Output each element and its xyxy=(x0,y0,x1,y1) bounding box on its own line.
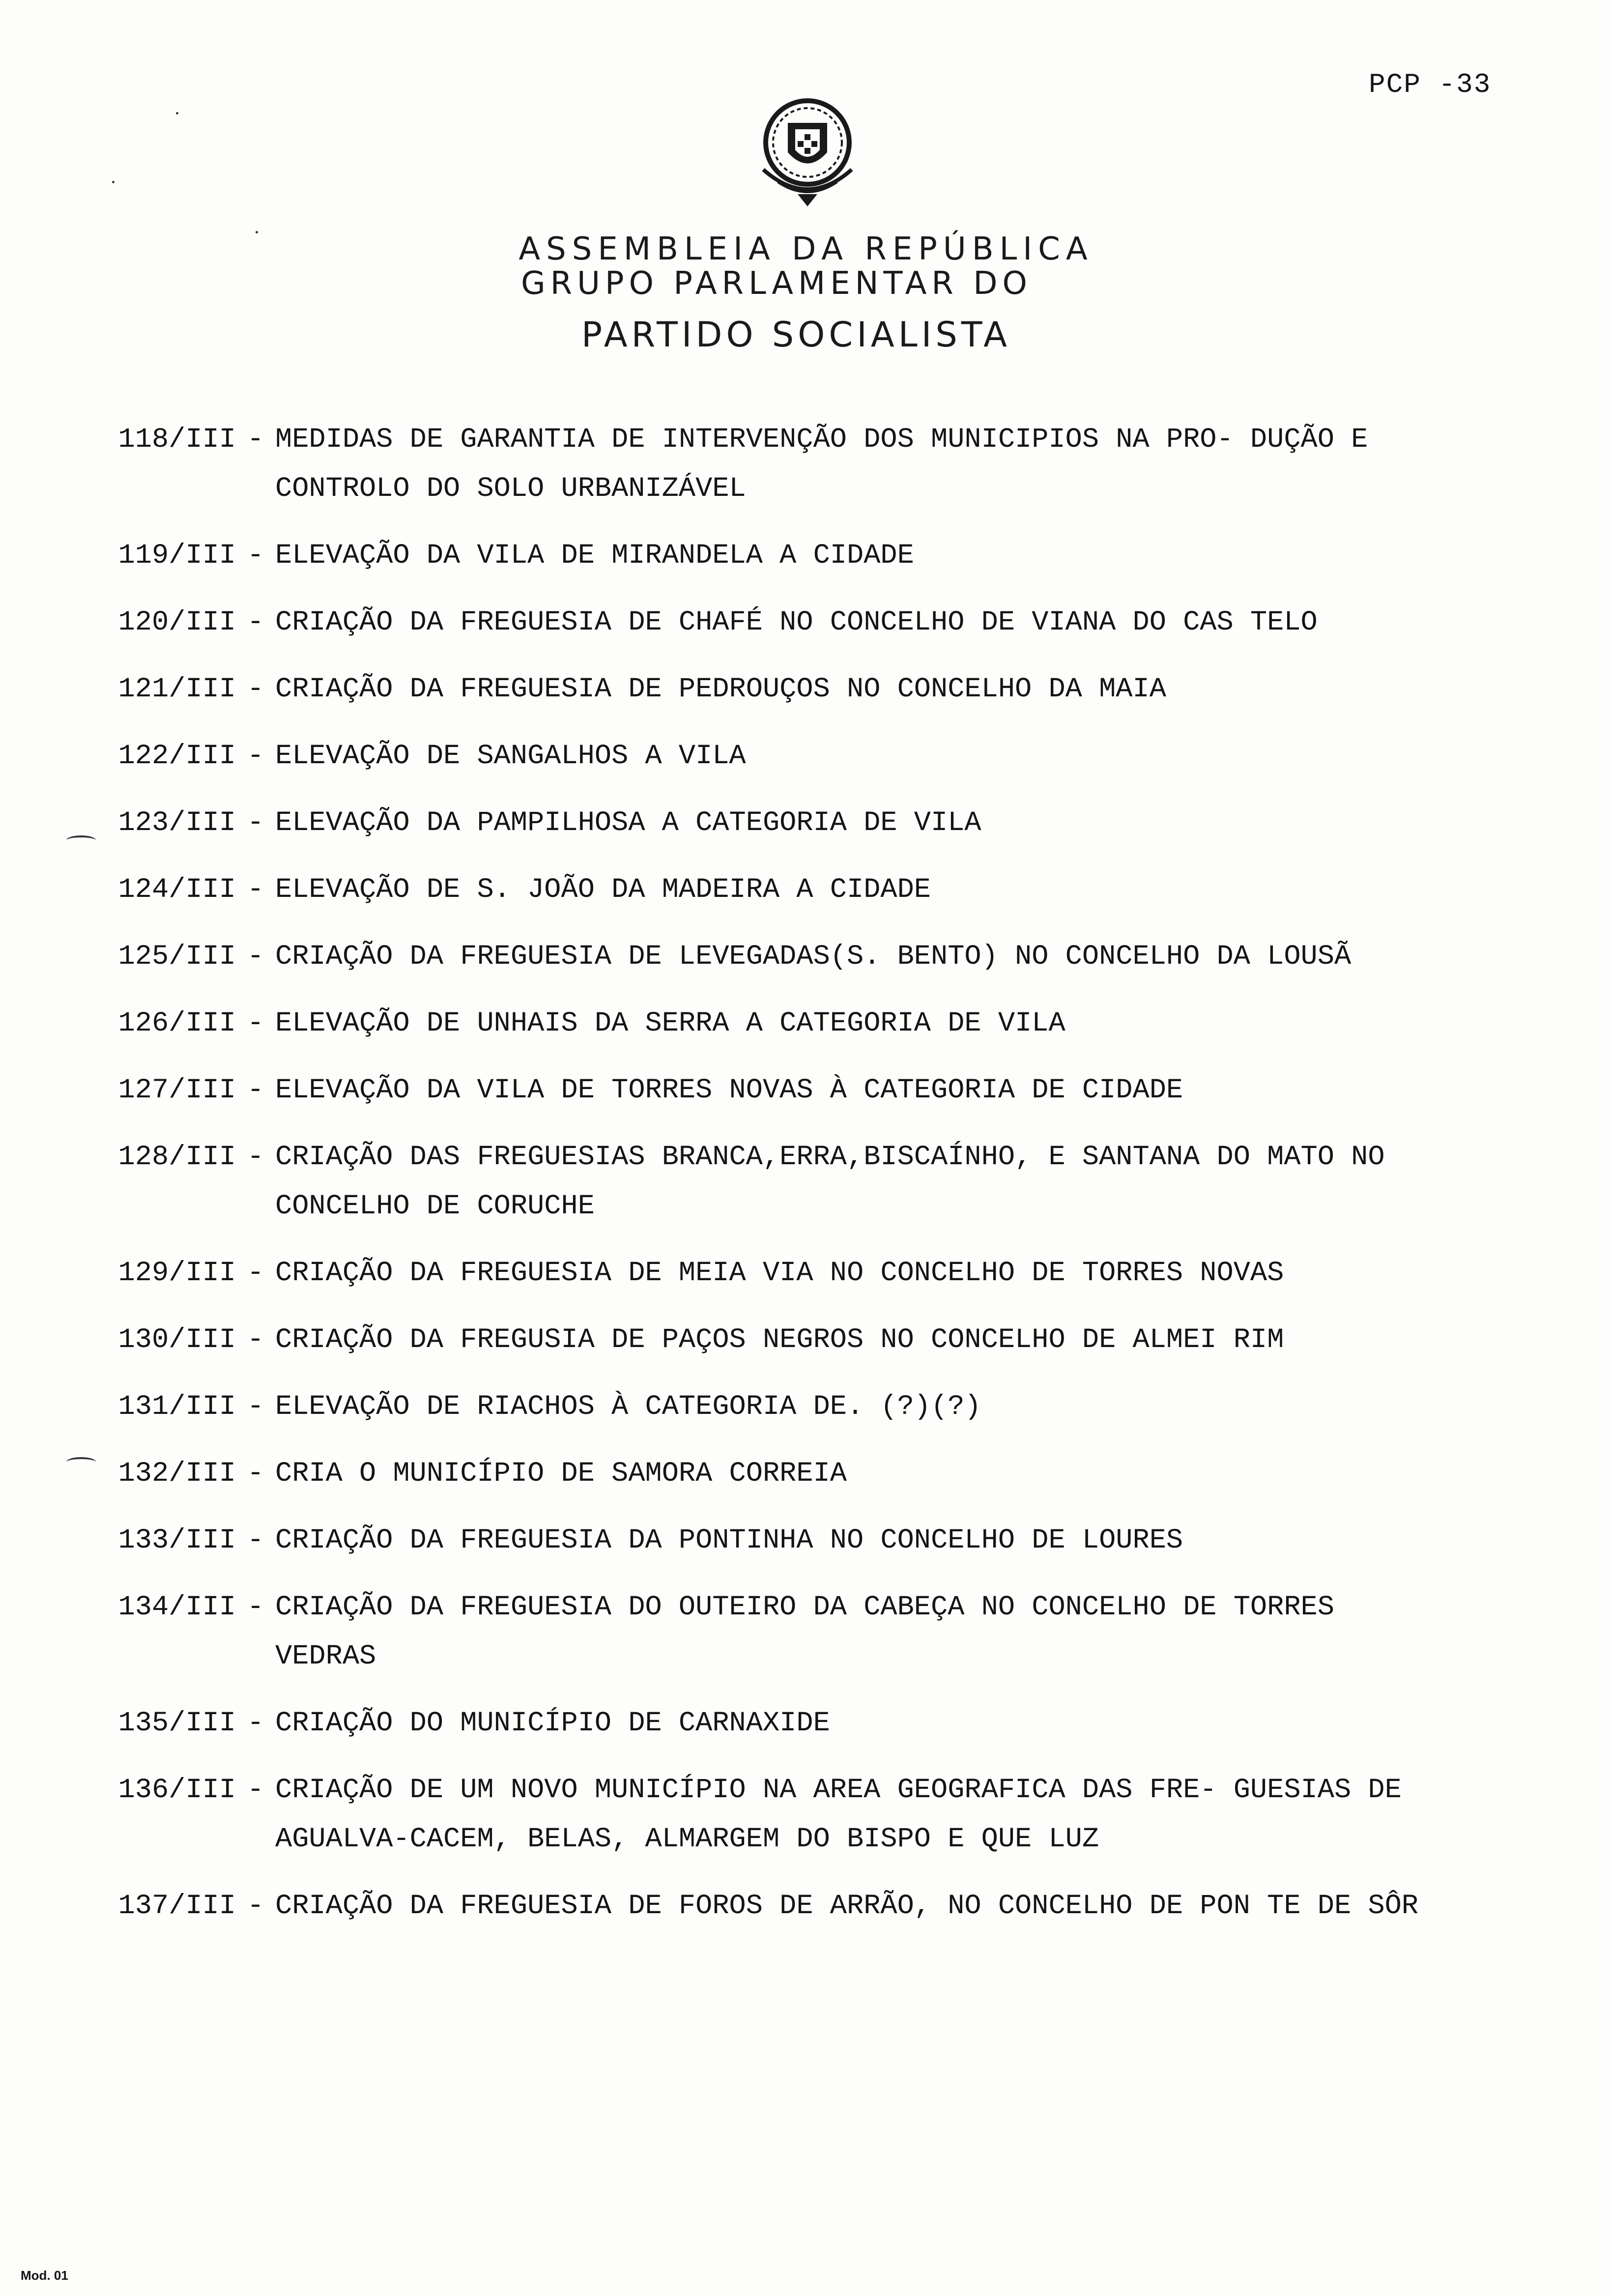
item-dash: - xyxy=(247,540,264,572)
item-number: 131/III xyxy=(118,1391,236,1423)
item-title: CRIAÇÃO DAS FREGUESIAS BRANCA,ERRA,BISCAÍNHO, E SANTANA DO MATO NO CONCELHO DE CORUCHE xyxy=(275,1142,1385,1222)
coat-of-arms-emblem xyxy=(744,96,871,209)
scan-speck xyxy=(256,231,258,233)
item-title: CRIAÇÃO DE UM NOVO MUNICÍPIO NA AREA GEOGRAFICA DAS FRE- GUESIAS DE AGUALVA-CACEM, BELAS, ALMARGEM DO BISPO E QUE LUZ xyxy=(275,1775,1402,1855)
item-dash: - xyxy=(247,1525,264,1556)
list-item xyxy=(0,1699,1612,1748)
item-dash: - xyxy=(247,1891,264,1922)
item-title: ELEVAÇÃO DA VILA DE MIRANDELA A CIDADE xyxy=(275,540,914,572)
item-number: 118/III xyxy=(118,424,236,456)
item-number: 128/III xyxy=(118,1142,236,1173)
list-item xyxy=(0,799,1612,848)
item-dash: - xyxy=(247,1075,264,1106)
item-dash: - xyxy=(247,1391,264,1423)
item-number: 127/III xyxy=(118,1075,236,1106)
item-title: CRIAÇÃO DO MUNICÍPIO DE CARNAXIDE xyxy=(275,1708,830,1739)
item-title: MEDIDAS DE GARANTIA DE INTERVENÇÃO DOS MUNICIPIOS NA PRO- DUÇÃO E CONTROLO DO SOLO URBANIZÁVEL xyxy=(275,424,1368,505)
page-reference: PCP -33 xyxy=(1369,69,1492,100)
item-title: CRIAÇÃO DA FREGUESIA DE MEIA VIA NO CONCELHO DE TORRES NOVAS xyxy=(275,1258,1284,1289)
item-number: 130/III xyxy=(118,1324,236,1356)
list-item xyxy=(0,665,1612,714)
list-item xyxy=(0,932,1612,981)
item-number: 134/III xyxy=(118,1592,236,1623)
item-dash: - xyxy=(247,607,264,638)
list-item xyxy=(0,1133,1612,1231)
list-item xyxy=(0,1449,1612,1498)
item-number: 119/III xyxy=(118,540,236,572)
item-title: CRIA O MUNICÍPIO DE SAMORA CORREIA xyxy=(275,1458,847,1490)
item-number: 129/III xyxy=(118,1258,236,1289)
item-dash: - xyxy=(247,674,264,705)
item-title: ELEVAÇÃO DE UNHAIS DA SERRA A CATEGORIA DE VILA xyxy=(275,1008,1065,1039)
item-dash: - xyxy=(247,1592,264,1623)
scan-speck xyxy=(176,112,178,115)
list-item xyxy=(0,1316,1612,1365)
list-item xyxy=(0,1066,1612,1115)
item-dash: - xyxy=(247,1324,264,1356)
item-title: CRIAÇÃO DA FREGUESIA DA PONTINHA NO CONCELHO DE LOURES xyxy=(275,1525,1183,1556)
list-item xyxy=(0,415,1612,514)
item-dash: - xyxy=(247,1458,264,1490)
item-title: CRIAÇÃO DA FREGUSIA DE PAÇOS NEGROS NO CONCELHO DE ALMEI RIM xyxy=(275,1324,1284,1356)
item-title: CRIAÇÃO DA FREGUESIA DE FOROS DE ARRÃO, NO CONCELHO DE PON TE DE SÔR xyxy=(275,1891,1418,1922)
list-item xyxy=(0,1766,1612,1864)
item-dash: - xyxy=(247,1258,264,1289)
letterhead-assembly: ASSEMBLEIA DA REPÚBLICA xyxy=(518,231,1094,267)
item-title: ELEVAÇÃO DE SANGALHOS A VILA xyxy=(275,741,746,772)
item-title: CRIAÇÃO DA FREGUESIA DE PEDROUÇOS NO CONCELHO DA MAIA xyxy=(275,674,1166,705)
list-item xyxy=(0,531,1612,580)
list-item xyxy=(0,1516,1612,1565)
list-item xyxy=(0,999,1612,1048)
item-dash: - xyxy=(247,1008,264,1039)
list-item xyxy=(0,732,1612,781)
item-title: CRIAÇÃO DA FREGUESIA DO OUTEIRO DA CABEÇA NO CONCELHO DE TORRES VEDRAS xyxy=(275,1592,1334,1672)
list-item xyxy=(0,1382,1612,1432)
item-dash: - xyxy=(247,424,264,456)
letterhead-group: GRUPO PARLAMENTAR DO xyxy=(521,265,1032,302)
item-number: 125/III xyxy=(118,941,236,973)
item-number: 137/III xyxy=(118,1891,236,1922)
list-item xyxy=(0,1249,1612,1298)
item-dash: - xyxy=(247,1708,264,1739)
item-number: 124/III xyxy=(118,874,236,906)
item-number: 133/III xyxy=(118,1525,236,1556)
item-dash: - xyxy=(247,874,264,906)
item-dash: - xyxy=(247,741,264,772)
item-number: 123/III xyxy=(118,807,236,839)
item-title: CRIAÇÃO DA FREGUESIA DE CHAFÉ NO CONCELHO DE VIANA DO CAS TELO xyxy=(275,607,1318,638)
item-number: 135/III xyxy=(118,1708,236,1739)
form-model-mark: Mod. 01 xyxy=(21,2268,68,2283)
scan-speck xyxy=(112,181,115,183)
item-title: ELEVAÇÃO DA VILA DE TORRES NOVAS À CATEGORIA DE CIDADE xyxy=(275,1075,1183,1106)
item-number: 126/III xyxy=(118,1008,236,1039)
item-title: ELEVAÇÃO DA PAMPILHOSA A CATEGORIA DE VILA xyxy=(275,807,981,839)
item-title: ELEVAÇÃO DE S. JOÃO DA MADEIRA A CIDADE xyxy=(275,874,931,906)
list-item xyxy=(0,1583,1612,1681)
item-number: 120/III xyxy=(118,607,236,638)
list-item xyxy=(0,1882,1612,1931)
item-number: 122/III xyxy=(118,741,236,772)
list-item xyxy=(0,865,1612,915)
item-number: 121/III xyxy=(118,674,236,705)
document-list xyxy=(0,415,1612,1949)
punch-hole-mark xyxy=(66,1457,96,1467)
punch-hole-mark xyxy=(66,835,96,845)
item-title: CRIAÇÃO DA FREGUESIA DE LEVEGADAS(S. BENTO) NO CONCELHO DA LOUSÃ xyxy=(275,941,1352,973)
list-item xyxy=(0,598,1612,647)
item-dash: - xyxy=(247,1142,264,1173)
letterhead-party: PARTIDO SOCIALISTA xyxy=(581,315,1011,355)
item-number: 132/III xyxy=(118,1458,236,1490)
item-dash: - xyxy=(247,941,264,973)
item-dash: - xyxy=(247,1775,264,1806)
item-number: 136/III xyxy=(118,1775,236,1806)
item-title: ELEVAÇÃO DE RIACHOS À CATEGORIA DE. (?)(?) xyxy=(275,1391,981,1423)
item-dash: - xyxy=(247,807,264,839)
